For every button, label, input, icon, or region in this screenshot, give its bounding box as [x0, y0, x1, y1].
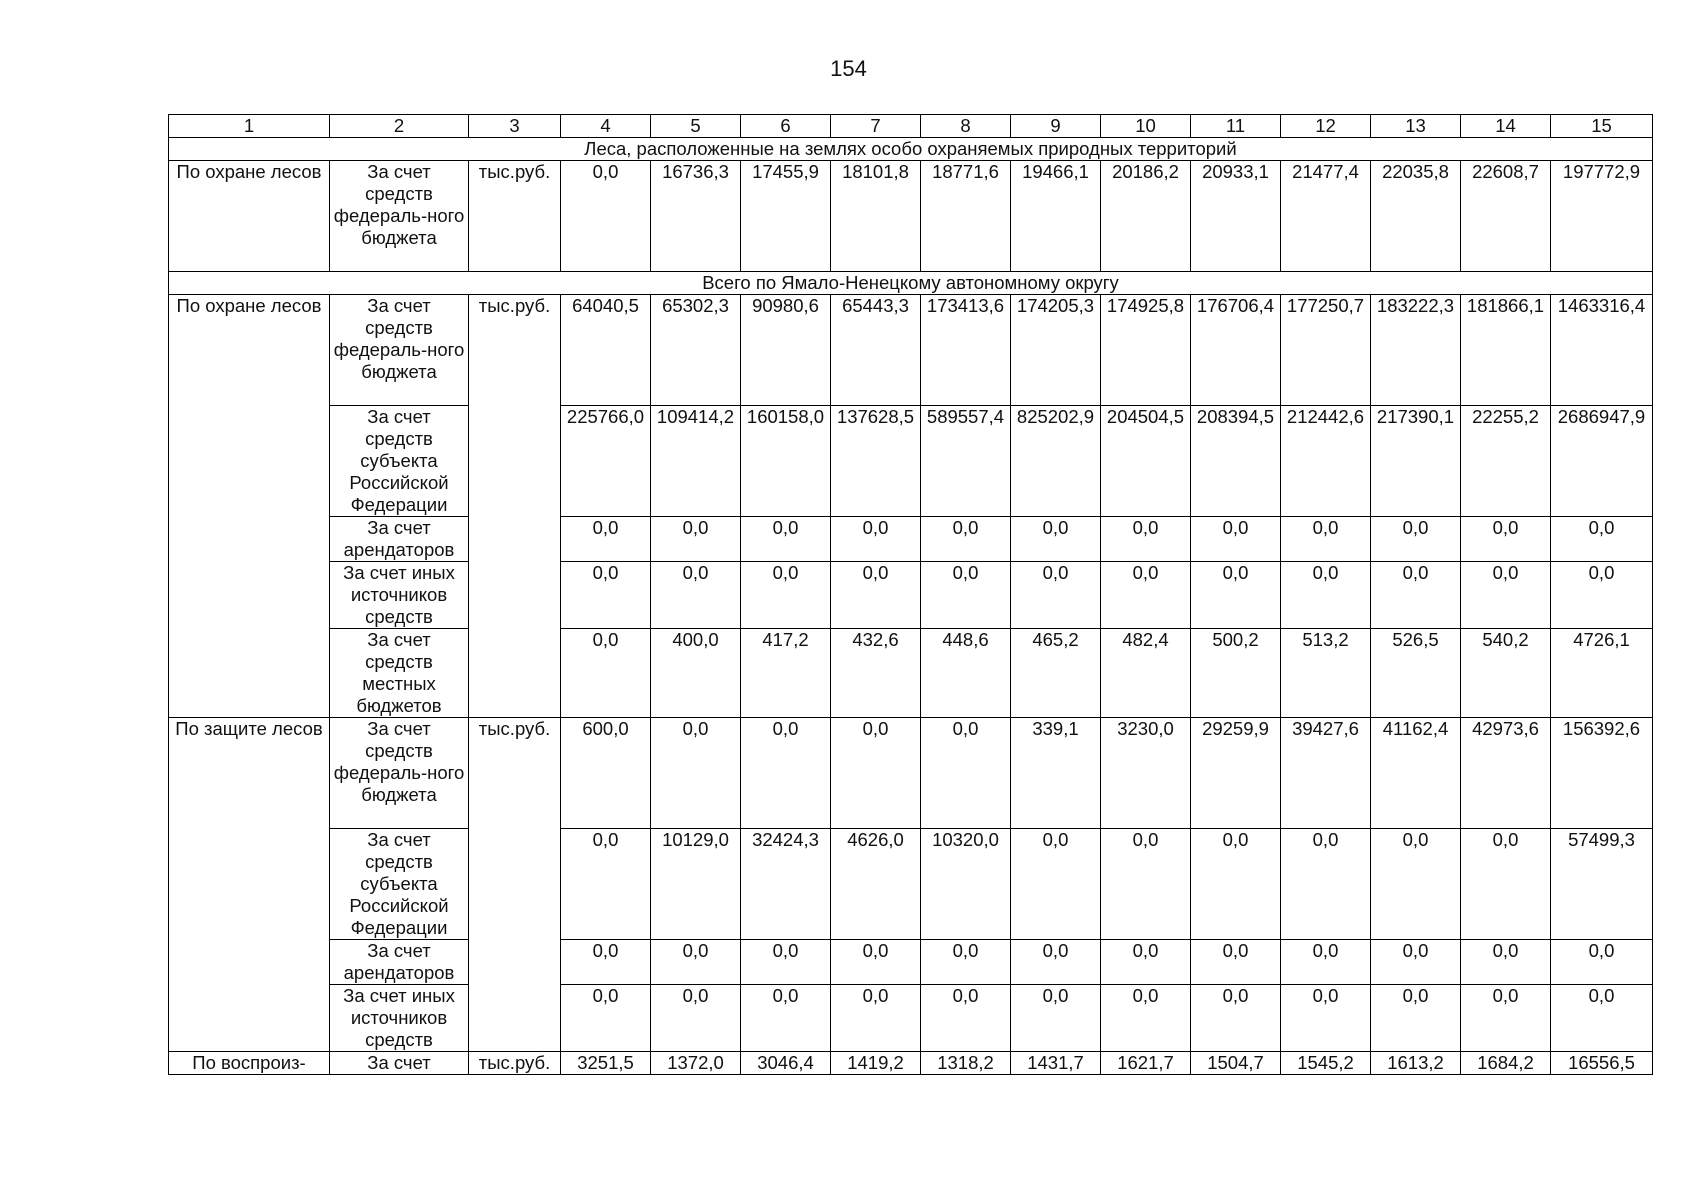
value-cell: 0,0 — [561, 829, 651, 940]
table-row — [169, 940, 1653, 985]
section-title: Леса, расположенные на землях особо охраняемых природных территорий — [169, 138, 1653, 161]
value-cell: 0,0 — [1101, 562, 1191, 629]
value-cell: 176706,4 — [1191, 295, 1281, 406]
value-cell: 65302,3 — [651, 295, 741, 406]
value-cell: 0,0 — [561, 562, 651, 629]
funding-source-cell: За счет арендаторов — [330, 940, 469, 985]
value-cell: 0,0 — [1461, 829, 1551, 940]
column-header: 12 — [1281, 115, 1371, 138]
value-cell: 42973,6 — [1461, 718, 1551, 829]
value-cell: 0,0 — [1191, 940, 1281, 985]
value-cell: 400,0 — [651, 629, 741, 718]
value-cell: 0,0 — [1371, 562, 1461, 629]
value-cell: 0,0 — [741, 562, 831, 629]
value-cell: 57499,3 — [1551, 829, 1653, 940]
value-cell: 0,0 — [831, 562, 921, 629]
value-cell: 0,0 — [651, 718, 741, 829]
value-cell: 0,0 — [1011, 829, 1101, 940]
value-cell: 0,0 — [921, 985, 1011, 1052]
value-cell: 0,0 — [831, 718, 921, 829]
value-cell: 41162,4 — [1371, 718, 1461, 829]
value-cell: 0,0 — [741, 985, 831, 1052]
value-cell: 0,0 — [1461, 940, 1551, 985]
value-cell: 0,0 — [651, 562, 741, 629]
value-cell: 0,0 — [1191, 562, 1281, 629]
value-cell: 0,0 — [651, 940, 741, 985]
section-title-row — [169, 272, 1653, 295]
value-cell: 18771,6 — [921, 161, 1011, 272]
value-cell: 20933,1 — [1191, 161, 1281, 272]
table-row — [169, 562, 1653, 629]
value-cell: 339,1 — [1011, 718, 1101, 829]
value-cell: 65443,3 — [831, 295, 921, 406]
value-cell: 0,0 — [1011, 985, 1101, 1052]
column-header: 2 — [330, 115, 469, 138]
activity-cell: По воспроиз- — [169, 1052, 330, 1075]
table-row — [169, 161, 1653, 272]
column-header: 4 — [561, 115, 651, 138]
value-cell: 4626,0 — [831, 829, 921, 940]
value-cell: 0,0 — [1551, 985, 1653, 1052]
funding-source-cell: За счет средств федераль-ного бюджета — [330, 718, 469, 829]
value-cell: 1372,0 — [651, 1052, 741, 1075]
table-row — [169, 1052, 1653, 1075]
activity-cell: По охране лесов — [169, 161, 330, 272]
value-cell: 482,4 — [1101, 629, 1191, 718]
value-cell: 0,0 — [1011, 517, 1101, 562]
column-header: 15 — [1551, 115, 1653, 138]
column-header: 5 — [651, 115, 741, 138]
value-cell: 0,0 — [1281, 940, 1371, 985]
value-cell: 600,0 — [561, 718, 651, 829]
value-cell: 0,0 — [561, 985, 651, 1052]
value-cell: 22035,8 — [1371, 161, 1461, 272]
value-cell: 90980,6 — [741, 295, 831, 406]
value-cell: 0,0 — [831, 985, 921, 1052]
value-cell: 0,0 — [1191, 985, 1281, 1052]
value-cell: 1545,2 — [1281, 1052, 1371, 1075]
value-cell: 432,6 — [831, 629, 921, 718]
value-cell: 0,0 — [651, 517, 741, 562]
value-cell: 0,0 — [1461, 562, 1551, 629]
value-cell: 0,0 — [741, 718, 831, 829]
value-cell: 2686947,9 — [1551, 406, 1653, 517]
column-header: 3 — [469, 115, 561, 138]
activity-cell: По охране лесов — [169, 295, 330, 718]
value-cell: 1419,2 — [831, 1052, 921, 1075]
column-header: 6 — [741, 115, 831, 138]
value-cell: 217390,1 — [1371, 406, 1461, 517]
value-cell: 0,0 — [1461, 985, 1551, 1052]
value-cell: 1504,7 — [1191, 1052, 1281, 1075]
unit-cell: тыс.руб. — [469, 1052, 561, 1075]
value-cell: 417,2 — [741, 629, 831, 718]
value-cell: 204504,5 — [1101, 406, 1191, 517]
value-cell: 29259,9 — [1191, 718, 1281, 829]
value-cell: 137628,5 — [831, 406, 921, 517]
value-cell: 465,2 — [1011, 629, 1101, 718]
value-cell: 16556,5 — [1551, 1052, 1653, 1075]
value-cell: 174925,8 — [1101, 295, 1191, 406]
value-cell: 16736,3 — [651, 161, 741, 272]
value-cell: 10129,0 — [651, 829, 741, 940]
column-header: 14 — [1461, 115, 1551, 138]
value-cell: 173413,6 — [921, 295, 1011, 406]
value-cell: 3046,4 — [741, 1052, 831, 1075]
value-cell: 39427,6 — [1281, 718, 1371, 829]
value-cell: 225766,0 — [561, 406, 651, 517]
funding-source-cell: За счет средств местных бюджетов — [330, 629, 469, 718]
funding-source-cell: За счет — [330, 1052, 469, 1075]
value-cell: 3230,0 — [1101, 718, 1191, 829]
value-cell: 0,0 — [1101, 985, 1191, 1052]
value-cell: 0,0 — [1371, 985, 1461, 1052]
unit-cell: тыс.руб. — [469, 295, 561, 718]
funding-source-cell: За счет иных источников средств — [330, 562, 469, 629]
value-cell: 513,2 — [1281, 629, 1371, 718]
header-row — [169, 115, 1653, 138]
activity-cell: По защите лесов — [169, 718, 330, 1052]
unit-cell: тыс.руб. — [469, 718, 561, 1052]
value-cell: 0,0 — [1281, 562, 1371, 629]
value-cell: 212442,6 — [1281, 406, 1371, 517]
value-cell: 17455,9 — [741, 161, 831, 272]
section-title: Всего по Ямало-Ненецкому автономному округу — [169, 272, 1653, 295]
value-cell: 0,0 — [1191, 517, 1281, 562]
column-header: 11 — [1191, 115, 1281, 138]
value-cell: 21477,4 — [1281, 161, 1371, 272]
table-row — [169, 629, 1653, 718]
value-cell: 208394,5 — [1191, 406, 1281, 517]
value-cell: 0,0 — [561, 161, 651, 272]
value-cell: 32424,3 — [741, 829, 831, 940]
value-cell: 0,0 — [651, 985, 741, 1052]
value-cell: 64040,5 — [561, 295, 651, 406]
value-cell: 0,0 — [1371, 517, 1461, 562]
value-cell: 0,0 — [1461, 517, 1551, 562]
value-cell: 0,0 — [1371, 940, 1461, 985]
value-cell: 183222,3 — [1371, 295, 1461, 406]
table-row — [169, 985, 1653, 1052]
value-cell: 0,0 — [1281, 985, 1371, 1052]
value-cell: 20186,2 — [1101, 161, 1191, 272]
column-header: 7 — [831, 115, 921, 138]
value-cell: 19466,1 — [1011, 161, 1101, 272]
column-header: 13 — [1371, 115, 1461, 138]
funding-source-cell: За счет средств федераль-ного бюджета — [330, 295, 469, 406]
value-cell: 0,0 — [1551, 517, 1653, 562]
value-cell: 448,6 — [921, 629, 1011, 718]
value-cell: 0,0 — [1281, 517, 1371, 562]
value-cell: 181866,1 — [1461, 295, 1551, 406]
value-cell: 1431,7 — [1011, 1052, 1101, 1075]
value-cell: 0,0 — [741, 940, 831, 985]
value-cell: 22608,7 — [1461, 161, 1551, 272]
page-number: 154 — [830, 56, 867, 81]
value-cell: 526,5 — [1371, 629, 1461, 718]
value-cell: 0,0 — [921, 517, 1011, 562]
value-cell: 109414,2 — [651, 406, 741, 517]
value-cell: 0,0 — [831, 940, 921, 985]
value-cell: 0,0 — [921, 940, 1011, 985]
value-cell: 0,0 — [1101, 940, 1191, 985]
unit-cell: тыс.руб. — [469, 161, 561, 272]
value-cell: 0,0 — [1101, 829, 1191, 940]
value-cell: 197772,9 — [1551, 161, 1653, 272]
table-row — [169, 517, 1653, 562]
value-cell: 0,0 — [1011, 562, 1101, 629]
value-cell: 4726,1 — [1551, 629, 1653, 718]
value-cell: 0,0 — [921, 562, 1011, 629]
value-cell: 22255,2 — [1461, 406, 1551, 517]
value-cell: 0,0 — [831, 517, 921, 562]
value-cell: 156392,6 — [1551, 718, 1653, 829]
value-cell: 1621,7 — [1101, 1052, 1191, 1075]
value-cell: 0,0 — [561, 629, 651, 718]
forest-budget-table — [168, 114, 1653, 1075]
value-cell: 10320,0 — [921, 829, 1011, 940]
funding-source-cell: За счет иных источников средств — [330, 985, 469, 1052]
funding-source-cell: За счет средств субъекта Российской Федерации — [330, 829, 469, 940]
value-cell: 0,0 — [741, 517, 831, 562]
value-cell: 0,0 — [1011, 940, 1101, 985]
value-cell: 589557,4 — [921, 406, 1011, 517]
value-cell: 0,0 — [1101, 517, 1191, 562]
value-cell: 0,0 — [1191, 829, 1281, 940]
value-cell: 177250,7 — [1281, 295, 1371, 406]
table-row — [169, 295, 1653, 406]
value-cell: 1684,2 — [1461, 1052, 1551, 1075]
funding-source-cell: За счет средств субъекта Российской Федерации — [330, 406, 469, 517]
value-cell: 0,0 — [561, 517, 651, 562]
table-row — [169, 406, 1653, 517]
value-cell: 1613,2 — [1371, 1052, 1461, 1075]
funding-source-cell: За счет арендаторов — [330, 517, 469, 562]
value-cell: 500,2 — [1191, 629, 1281, 718]
table-row — [169, 718, 1653, 829]
column-header: 10 — [1101, 115, 1191, 138]
value-cell: 540,2 — [1461, 629, 1551, 718]
value-cell: 1318,2 — [921, 1052, 1011, 1075]
value-cell: 0,0 — [1371, 829, 1461, 940]
table-row — [169, 829, 1653, 940]
value-cell: 825202,9 — [1011, 406, 1101, 517]
column-header: 1 — [169, 115, 330, 138]
value-cell: 174205,3 — [1011, 295, 1101, 406]
section-title-row — [169, 138, 1653, 161]
value-cell: 0,0 — [921, 718, 1011, 829]
value-cell: 0,0 — [1551, 940, 1653, 985]
column-header: 9 — [1011, 115, 1101, 138]
value-cell: 18101,8 — [831, 161, 921, 272]
value-cell: 1463316,4 — [1551, 295, 1653, 406]
column-header: 8 — [921, 115, 1011, 138]
value-cell: 0,0 — [1551, 562, 1653, 629]
value-cell: 0,0 — [1281, 829, 1371, 940]
funding-source-cell: За счет средств федераль-ного бюджета — [330, 161, 469, 272]
value-cell: 0,0 — [561, 940, 651, 985]
value-cell: 3251,5 — [561, 1052, 651, 1075]
value-cell: 160158,0 — [741, 406, 831, 517]
